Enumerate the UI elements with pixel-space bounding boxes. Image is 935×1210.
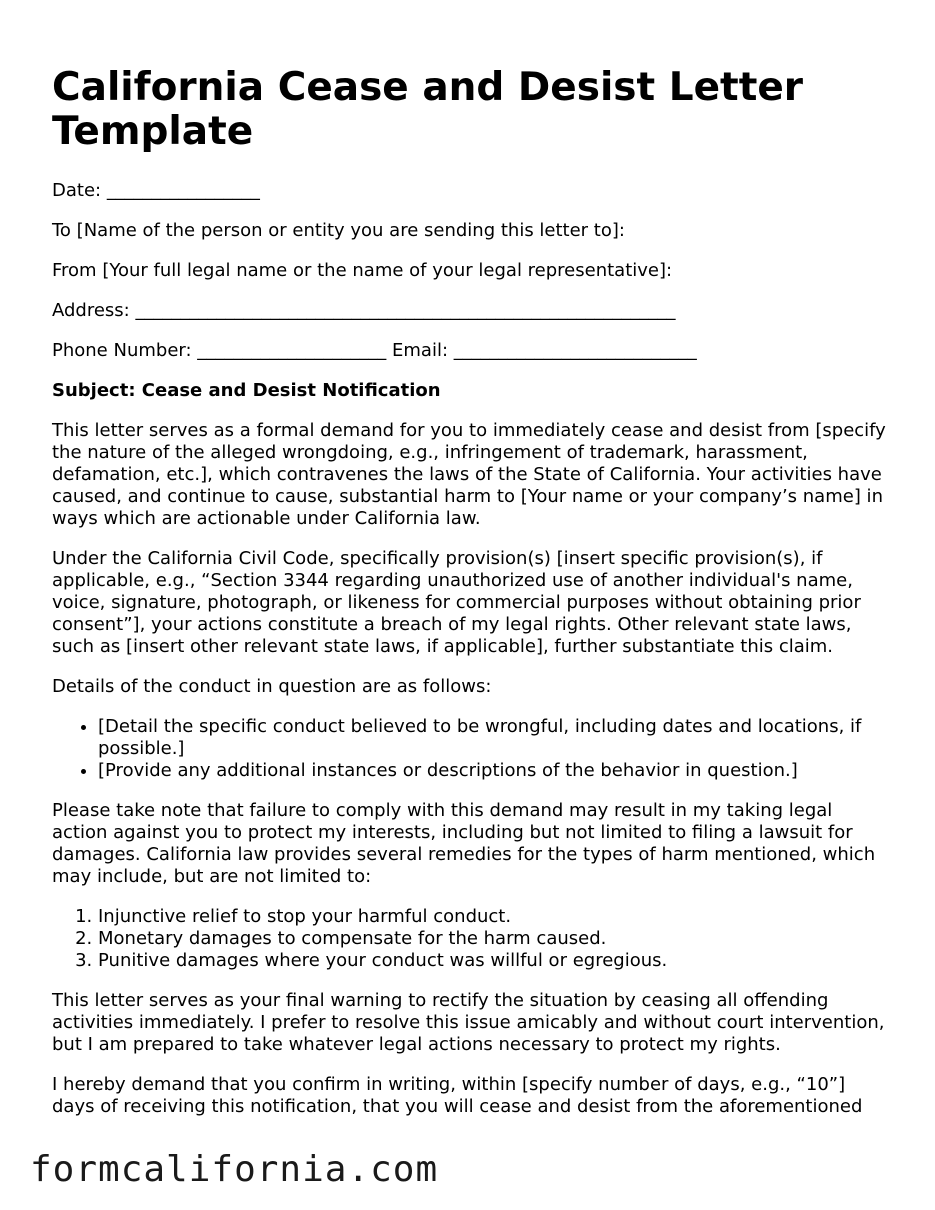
letter-page (52, 66, 890, 1136)
date-field (52, 180, 890, 202)
phone-blank: _____________________ (197, 340, 387, 361)
from-line: From [Your full legal name or the name of your legal representative]: (52, 260, 673, 281)
warning-paragraph: Please take note that failure to comply with this demand may result in my taking legal action against you to protect my interests, including but not limited to filing a lawsuit for damages. California law provides several remedies for the types of harm mentioned, which may include, but are not limited to: (52, 800, 876, 887)
site-watermark: formcalifornia.com (30, 1148, 450, 1192)
demand-paragraph: I hereby demand that you confirm in writing, within [specify number of days, e.g., “10”] days of receiving this notification, that you will cease and desist from the aforementioned (52, 1074, 863, 1117)
address-blank: ____________________________________________________________ (135, 300, 676, 321)
list-item: • [Provide any additional instances or descriptions of the behavior in question.] (98, 760, 890, 782)
page-title: California Cease and Desist Letter Template (52, 65, 804, 154)
subject-heading: Subject: Cease and Desist Notification (52, 380, 441, 401)
address-label: Address: (52, 300, 130, 321)
remedies-list (52, 906, 890, 972)
date-label: Date: (52, 180, 102, 201)
address-field (52, 300, 890, 322)
to-line: To [Name of the person or entity you are sending this letter to]: (52, 220, 625, 241)
intro-paragraph: This letter serves as a formal demand for you to immediately cease and desist from [specify the nature of the alleged wrongdoing, e.g., infringement of trademark, harassment, defamation, etc.], which contravenes the laws of the State of California. Your activities have caused, and continue to cause, substantial harm to [Your name or your company’s name] in ways which are actionable under California law. (52, 420, 886, 529)
phone-label: Phone Number: (52, 340, 192, 361)
date-blank: _________________ (106, 180, 260, 201)
list-item: 2. Monetary damages to compensate for the harm caused. (98, 928, 890, 950)
final-warning-paragraph: This letter serves as your final warning to rectify the situation by ceasing all offending activities immediately. I prefer to resolve this issue amicably and without court intervention, but I am prepared to take whatever legal actions necessary to protect my rights. (52, 990, 885, 1055)
legal-basis-paragraph: Under the California Civil Code, specifically provision(s) [insert specific provision(s), if applicable, e.g., “Section 3344 regarding unauthorized use of another individual's name, voice, signature, photograph, or likeness for commercial purposes without obtaining prior consent”], your actions constitute a breach of my legal rights. Other relevant state laws, such as [insert other relevant state laws, if applicable], further substantiate this claim. (52, 548, 861, 657)
list-item: 1. Injunctive relief to stop your harmful conduct. (98, 906, 890, 928)
list-item: • [Detail the specific conduct believed to be wrongful, including dates and locations, if possible.] (98, 716, 890, 760)
list-item: 3. Punitive damages where your conduct was willful or egregious. (98, 950, 890, 972)
email-label: Email: (392, 340, 449, 361)
contact-field (52, 340, 890, 362)
details-intro: Details of the conduct in question are as follows: (52, 676, 492, 697)
conduct-list (52, 716, 890, 782)
email-blank: ___________________________ (453, 340, 697, 361)
